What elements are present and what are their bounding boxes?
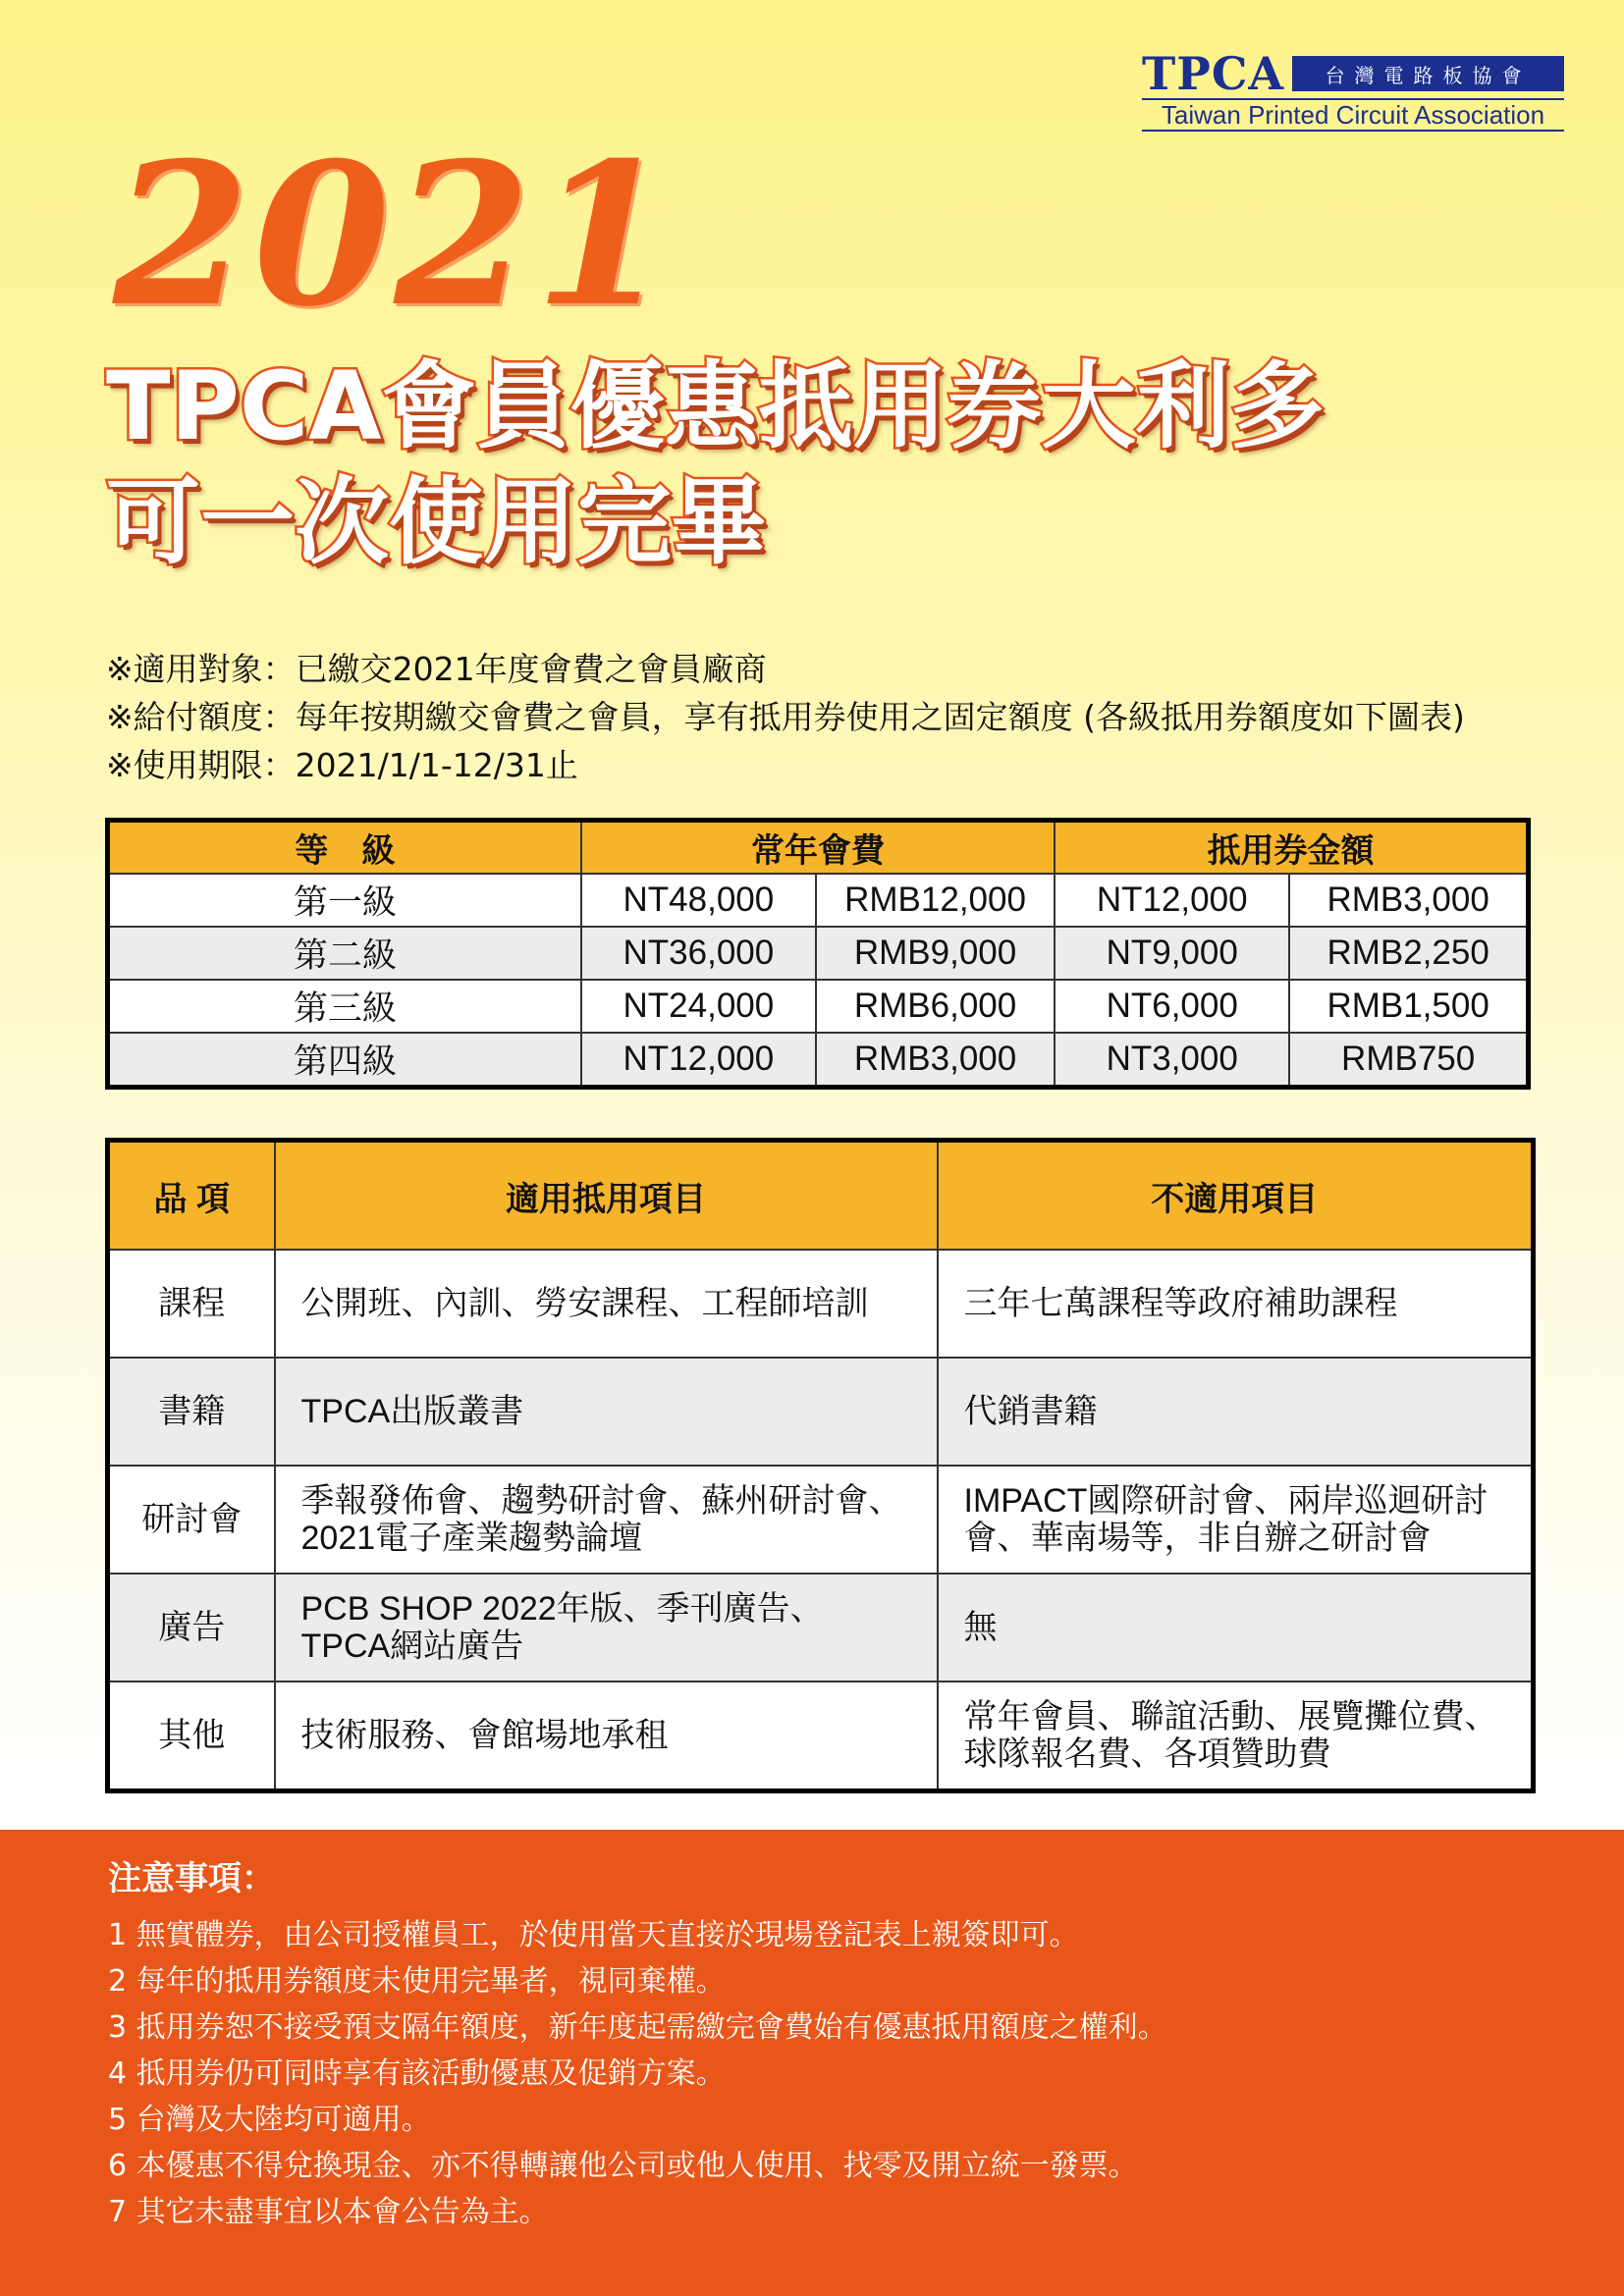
fee-rmb-cell: RMB12,000 bbox=[816, 874, 1055, 927]
note-item: 3 抵用券恕不接受預支隔年額度，新年度起需繳完會費始有優惠抵用額度之權利。 bbox=[108, 2010, 1167, 2045]
voucher-nt-cell: NT6,000 bbox=[1055, 980, 1289, 1033]
table-row bbox=[108, 1033, 1529, 1088]
fee-table bbox=[105, 818, 1531, 1090]
headline bbox=[106, 348, 1325, 580]
voucher-nt-cell: NT3,000 bbox=[1055, 1033, 1289, 1088]
info-period: ※使用期限：2021/1/1-12/31止 bbox=[106, 746, 578, 784]
fee-rmb-cell: RMB3,000 bbox=[816, 1033, 1055, 1088]
category-cell: 其他 bbox=[108, 1682, 275, 1791]
table-row bbox=[108, 1358, 1534, 1466]
table-row bbox=[108, 1250, 1534, 1358]
voucher-nt-cell: NT12,000 bbox=[1055, 874, 1289, 927]
level-cell: 第二級 bbox=[108, 927, 581, 980]
logo-top-row bbox=[1142, 47, 1564, 100]
voucher-rmb-cell: RMB1,500 bbox=[1289, 980, 1528, 1033]
applicable-cell: 公開班、內訓、勞安課程、工程師培訓 bbox=[275, 1250, 938, 1358]
header-annual-fee: 常年會費 bbox=[581, 821, 1055, 875]
note-item: 2 每年的抵用券額度未使用完畢者，視同棄權。 bbox=[108, 1964, 726, 1999]
fee-nt-cell: NT12,000 bbox=[581, 1033, 816, 1088]
headline-line-2: 可一次使用完畢 bbox=[106, 467, 766, 577]
notes-section bbox=[0, 1830, 1624, 2296]
level-cell: 第四級 bbox=[108, 1033, 581, 1088]
note-item: 5 台灣及大陸均可適用。 bbox=[108, 2103, 431, 2137]
notes-list bbox=[108, 1912, 1167, 2235]
applicable-cell: PCB SHOP 2022年版、季刊廣告、TPCA網站廣告 bbox=[275, 1574, 938, 1682]
table-row bbox=[108, 980, 1529, 1033]
not-applicable-cell: 無 bbox=[938, 1574, 1534, 1682]
voucher-rmb-cell: RMB750 bbox=[1289, 1033, 1528, 1088]
not-applicable-cell: 常年會員、聯誼活動、展覽攤位費、球隊報名費、各項贊助費 bbox=[938, 1682, 1534, 1791]
fee-nt-cell: NT48,000 bbox=[581, 874, 816, 927]
tpca-logo bbox=[1142, 47, 1564, 130]
table-row bbox=[108, 1466, 1534, 1574]
table-row bbox=[108, 1574, 1534, 1682]
table-row bbox=[108, 874, 1529, 927]
header-level: 等 級 bbox=[108, 821, 581, 875]
applicable-cell: TPCA出版叢書 bbox=[275, 1358, 938, 1466]
logo-cn-name: 台灣電路板協會 bbox=[1292, 56, 1564, 91]
category-cell: 研討會 bbox=[108, 1466, 275, 1574]
header-category: 品 項 bbox=[108, 1141, 275, 1251]
logo-abbr: TPCA bbox=[1142, 47, 1285, 100]
title-year: 2021 bbox=[113, 120, 676, 350]
table-row bbox=[108, 927, 1529, 980]
note-item: 1 無實體券，由公司授權員工，於使用當天直接於現場登記表上親簽即可。 bbox=[108, 1918, 1079, 1952]
voucher-rmb-cell: RMB2,250 bbox=[1289, 927, 1528, 980]
headline-line-1: TPCA會員優惠抵用券大利多 bbox=[106, 351, 1325, 461]
fee-nt-cell: NT36,000 bbox=[581, 927, 816, 980]
note-item: 6 本優惠不得兌換現金、亦不得轉讓他公司或他人使用、找零及開立統一發票。 bbox=[108, 2149, 1138, 2183]
fee-nt-cell: NT24,000 bbox=[581, 980, 816, 1033]
header-applicable: 適用抵用項目 bbox=[275, 1141, 938, 1251]
item-table bbox=[105, 1138, 1536, 1793]
info-amount: ※給付額度：每年按期繳交會費之會員，享有抵用券使用之固定額度 (各級抵用券額度如下圖表) bbox=[106, 698, 1465, 736]
fee-rmb-cell: RMB9,000 bbox=[816, 927, 1055, 980]
info-block bbox=[106, 645, 1465, 789]
voucher-rmb-cell: RMB3,000 bbox=[1289, 874, 1528, 927]
header-voucher-amount: 抵用券金額 bbox=[1055, 821, 1528, 875]
info-eligibility: ※適用對象：已繳交2021年度會費之會員廠商 bbox=[106, 650, 767, 688]
applicable-cell: 季報發佈會、趨勢研討會、蘇州研討會、2021電子產業趨勢論壇 bbox=[275, 1466, 938, 1574]
note-item: 4 抵用券仍可同時享有該活動優惠及促銷方案。 bbox=[108, 2056, 726, 2091]
not-applicable-cell: 三年七萬課程等政府補助課程 bbox=[938, 1250, 1534, 1358]
fee-table-header bbox=[108, 821, 1529, 875]
level-cell: 第一級 bbox=[108, 874, 581, 927]
category-cell: 課程 bbox=[108, 1250, 275, 1358]
note-item: 7 其它未盡事宜以本會公告為主。 bbox=[108, 2195, 549, 2229]
not-applicable-cell: IMPACT國際研討會、兩岸巡迴研討會、華南場等，非自辦之研討會 bbox=[938, 1466, 1534, 1574]
logo-en-name: Taiwan Printed Circuit Association bbox=[1142, 98, 1564, 132]
notes-title: 注意事項： bbox=[108, 1859, 275, 1898]
voucher-nt-cell: NT9,000 bbox=[1055, 927, 1289, 980]
not-applicable-cell: 代銷書籍 bbox=[938, 1358, 1534, 1466]
table-row bbox=[108, 1682, 1534, 1791]
header-not-applicable: 不適用項目 bbox=[938, 1141, 1534, 1251]
applicable-cell: 技術服務、會館場地承租 bbox=[275, 1682, 938, 1791]
category-cell: 廣告 bbox=[108, 1574, 275, 1682]
category-cell: 書籍 bbox=[108, 1358, 275, 1466]
fee-rmb-cell: RMB6,000 bbox=[816, 980, 1055, 1033]
item-table-header bbox=[108, 1141, 1534, 1251]
level-cell: 第三級 bbox=[108, 980, 581, 1033]
